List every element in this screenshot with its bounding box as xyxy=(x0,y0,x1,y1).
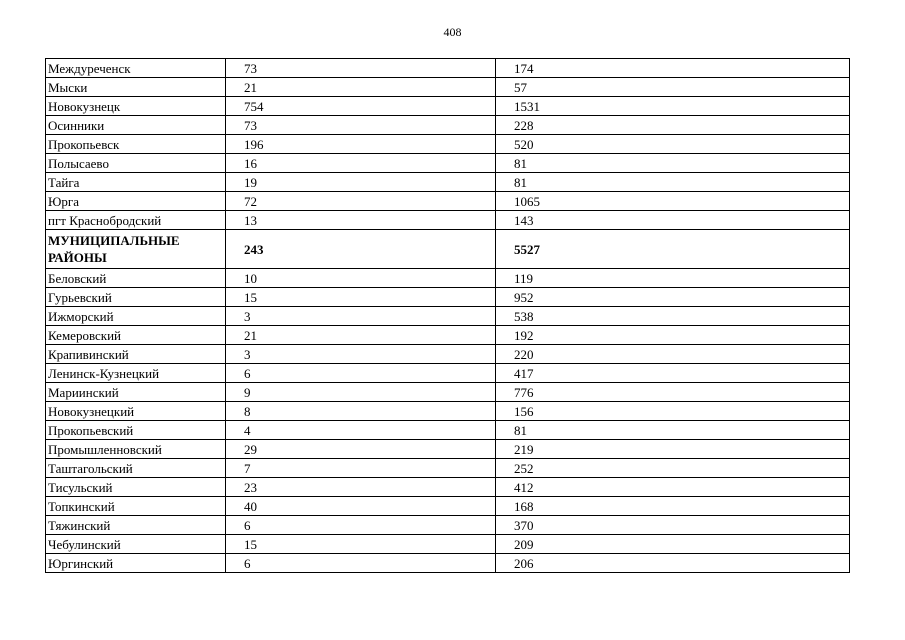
cell-name: Новокузнецкий xyxy=(46,402,226,421)
table-row xyxy=(46,154,850,173)
cell-value-2: 156 xyxy=(496,402,850,421)
cell-value-2: 81 xyxy=(496,173,850,192)
table-row xyxy=(46,192,850,211)
cell-value-1: 4 xyxy=(226,421,496,440)
table-row xyxy=(46,497,850,516)
cell-value-2: 5527 xyxy=(496,230,850,269)
cell-value-1: 196 xyxy=(226,135,496,154)
cell-value-2: 206 xyxy=(496,554,850,573)
cell-name: Ленинск-Кузнецкий xyxy=(46,364,226,383)
table-row xyxy=(46,116,850,135)
cell-name: Тисульский xyxy=(46,478,226,497)
cell-name: Тяжинский xyxy=(46,516,226,535)
cell-value-2: 1065 xyxy=(496,192,850,211)
cell-value-1: 29 xyxy=(226,440,496,459)
cell-value-2: 412 xyxy=(496,478,850,497)
table-row xyxy=(46,307,850,326)
cell-value-2: 81 xyxy=(496,154,850,173)
cell-value-1: 8 xyxy=(226,402,496,421)
cell-value-1: 21 xyxy=(226,326,496,345)
cell-name: Крапивинский xyxy=(46,345,226,364)
cell-value-1: 6 xyxy=(226,516,496,535)
cell-value-1: 9 xyxy=(226,383,496,402)
cell-value-1: 73 xyxy=(226,59,496,78)
cell-value-1: 6 xyxy=(226,554,496,573)
table-row xyxy=(46,364,850,383)
cell-name: Гурьевский xyxy=(46,288,226,307)
cell-value-2: 174 xyxy=(496,59,850,78)
table-row xyxy=(46,421,850,440)
cell-value-2: 417 xyxy=(496,364,850,383)
cell-name: Междуреченск xyxy=(46,59,226,78)
cell-value-2: 252 xyxy=(496,459,850,478)
cell-value-1: 3 xyxy=(226,345,496,364)
cell-name: Новокузнецк xyxy=(46,97,226,116)
cell-name: Промышленновский xyxy=(46,440,226,459)
cell-value-1: 15 xyxy=(226,535,496,554)
table-row xyxy=(46,269,850,288)
page-number: 408 xyxy=(443,25,462,39)
cell-name: Топкинский xyxy=(46,497,226,516)
cell-name: Полысаево xyxy=(46,154,226,173)
table-row xyxy=(46,478,850,497)
cell-name: Ижморский xyxy=(46,307,226,326)
data-table xyxy=(45,58,850,573)
table-row xyxy=(46,59,850,78)
table-row xyxy=(46,554,850,573)
table-row xyxy=(46,440,850,459)
table-body xyxy=(46,59,850,573)
cell-name: Тайга xyxy=(46,173,226,192)
cell-value-2: 219 xyxy=(496,440,850,459)
cell-value-1: 21 xyxy=(226,78,496,97)
table-row xyxy=(46,516,850,535)
cell-value-2: 81 xyxy=(496,421,850,440)
cell-name: Юргинский xyxy=(46,554,226,573)
cell-name: Мыски xyxy=(46,78,226,97)
cell-value-2: 1531 xyxy=(496,97,850,116)
cell-name: пгт Краснобродский xyxy=(46,211,226,230)
table-row xyxy=(46,288,850,307)
cell-value-2: 538 xyxy=(496,307,850,326)
table-row xyxy=(46,211,850,230)
cell-value-2: 209 xyxy=(496,535,850,554)
table-row xyxy=(46,383,850,402)
cell-name: Юрга xyxy=(46,192,226,211)
cell-value-2: 520 xyxy=(496,135,850,154)
cell-value-1: 23 xyxy=(226,478,496,497)
cell-name: Таштагольский xyxy=(46,459,226,478)
table-row xyxy=(46,459,850,478)
cell-value-1: 13 xyxy=(226,211,496,230)
table-row xyxy=(46,173,850,192)
cell-name: Кемеровский xyxy=(46,326,226,345)
table-row xyxy=(46,97,850,116)
cell-value-2: 220 xyxy=(496,345,850,364)
cell-value-2: 168 xyxy=(496,497,850,516)
table-row xyxy=(46,78,850,97)
cell-value-1: 16 xyxy=(226,154,496,173)
cell-name: Прокопьевск xyxy=(46,135,226,154)
cell-name: Осинники xyxy=(46,116,226,135)
cell-value-1: 243 xyxy=(226,230,496,269)
cell-value-1: 19 xyxy=(226,173,496,192)
cell-name: Беловский xyxy=(46,269,226,288)
cell-name: МУНИЦИПАЛЬНЫЕ РАЙОНЫ xyxy=(46,230,226,269)
cell-value-1: 72 xyxy=(226,192,496,211)
cell-value-1: 6 xyxy=(226,364,496,383)
table-row xyxy=(46,345,850,364)
cell-value-2: 57 xyxy=(496,78,850,97)
cell-value-1: 15 xyxy=(226,288,496,307)
cell-value-1: 10 xyxy=(226,269,496,288)
cell-value-1: 40 xyxy=(226,497,496,516)
cell-value-1: 7 xyxy=(226,459,496,478)
cell-value-2: 192 xyxy=(496,326,850,345)
cell-value-2: 952 xyxy=(496,288,850,307)
table-row xyxy=(46,402,850,421)
cell-value-2: 143 xyxy=(496,211,850,230)
cell-name: Чебулинский xyxy=(46,535,226,554)
table-row xyxy=(46,135,850,154)
table-row xyxy=(46,535,850,554)
cell-value-1: 73 xyxy=(226,116,496,135)
cell-value-2: 119 xyxy=(496,269,850,288)
cell-value-2: 370 xyxy=(496,516,850,535)
cell-value-2: 228 xyxy=(496,116,850,135)
table-row xyxy=(46,326,850,345)
cell-value-2: 776 xyxy=(496,383,850,402)
cell-name: Прокопьевский xyxy=(46,421,226,440)
cell-value-1: 3 xyxy=(226,307,496,326)
cell-name: Мариинский xyxy=(46,383,226,402)
cell-value-1: 754 xyxy=(226,97,496,116)
table-group-row xyxy=(46,230,850,269)
